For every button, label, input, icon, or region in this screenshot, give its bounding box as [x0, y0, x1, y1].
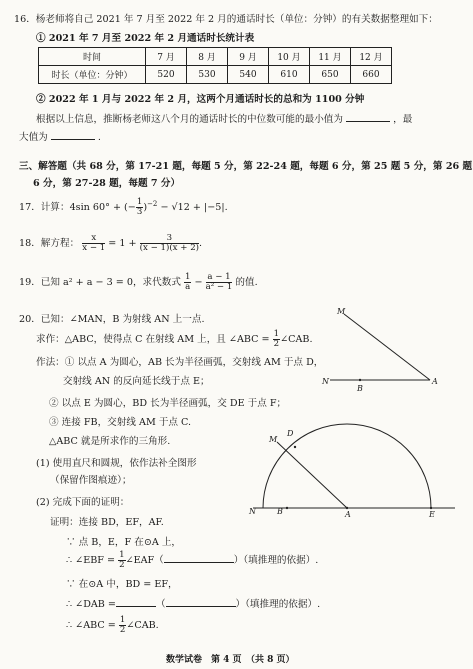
label-d: D — [287, 429, 294, 438]
q16-question-text: 根据以上信息，推断杨老师这八个月的通话时长的中位数可能的最小值为 — [36, 114, 343, 125]
q20-half-num: 1 — [273, 329, 280, 339]
ray-am — [344, 314, 430, 380]
q19-f1-den: a — [185, 282, 191, 293]
table-row — [39, 66, 392, 84]
q19-suffix: 的值. — [235, 277, 258, 289]
proof5-text: ∴ ∠DAB = — [66, 599, 116, 610]
label-b: B — [357, 384, 363, 393]
section3-header-line2: 6 分，第 27-28 题，每题 7 分） — [33, 178, 181, 189]
q18-lhs-den: x − 1 — [82, 243, 106, 254]
proof5-paren: （ — [155, 599, 166, 610]
table-header-cell: 9 月 — [228, 48, 269, 66]
proof6-half-den: 2 — [119, 625, 126, 636]
table-header-cell: 7 月 — [146, 48, 187, 66]
table-row-label: 时长（单位：分钟） — [39, 66, 146, 84]
q18-middle: = 1 + — [108, 238, 137, 250]
label-m: M — [337, 307, 346, 316]
proof3-text3: ）（填推理的依据）. — [233, 555, 319, 567]
q17-suffix-close: ) — [143, 202, 148, 214]
q17-num: 1 — [136, 197, 143, 207]
point-a — [346, 507, 348, 509]
q18-rhs-den: (x − 1)(x + 2) — [139, 243, 200, 254]
label-e: E — [429, 510, 435, 519]
q20-construct-end: ∠CAB. — [280, 334, 313, 346]
proof3-half-den: 2 — [119, 560, 125, 571]
given-angle-figure — [320, 300, 460, 393]
section3-header-line1: 三、解答题（共 68 分，第 17-21 题，每题 5 分，第 22-24 题，每题 6 分，第 25 题 5 分，第 26 题 — [19, 161, 473, 172]
q19-f1-num: 1 — [184, 272, 191, 282]
q19-fraction1 — [184, 273, 191, 292]
q16-question-line1 — [36, 111, 412, 125]
q18-rhs-fraction — [140, 234, 199, 253]
q20-step1: 作法：① 以点 A 为圆心，AB 长为半径画弧，交射线 AM 于点 D， — [36, 357, 324, 368]
proof3-text2: ∠EAF（ — [125, 555, 164, 567]
q20-construct — [36, 330, 313, 349]
table-cell: 520 — [146, 66, 187, 84]
q20-step2: ② 以点 E 为圆心，BD 长为半径画弧，交 DE 于点 F； — [49, 398, 287, 409]
table-header-cell: 10 月 — [269, 48, 310, 66]
table-cell: 660 — [351, 66, 392, 84]
q20-step1-cont: 交射线 AN 的反向延长线于点 E； — [63, 376, 210, 387]
label-n: N — [322, 377, 329, 386]
table-cell: 540 — [228, 66, 269, 84]
q18-lhs-fraction — [82, 234, 105, 253]
table-cell: 530 — [187, 66, 228, 84]
q19 — [19, 273, 258, 292]
call-duration-table — [38, 47, 392, 84]
proof3-half-num: 1 — [119, 550, 125, 560]
point-b — [359, 379, 361, 381]
proof-line-1: 证明：连接 BD，EF，AF. — [50, 517, 164, 528]
q19-prefix: 19．已知 a² + a − 3 = 0，求代数式 — [19, 277, 181, 289]
q17-den: 3 — [136, 207, 143, 218]
proof3-text: ∴ ∠EBF = — [66, 555, 115, 567]
table-header-cell: 8 月 — [187, 48, 228, 66]
label-n: N — [249, 507, 256, 516]
label-a: A — [432, 377, 438, 386]
answer-blank-angle[interactable] — [116, 597, 156, 607]
ray-am — [277, 442, 347, 508]
table-cell: 650 — [310, 66, 351, 84]
label-m: M — [269, 435, 278, 444]
construction-figure — [245, 410, 470, 520]
q17-neg: − — [127, 202, 136, 214]
proof3-half — [118, 551, 125, 570]
q20-part1: (1) 使用直尺和圆规，依作法补全图形 — [36, 458, 197, 469]
q18 — [19, 234, 202, 253]
answer-blank-max[interactable] — [51, 130, 95, 140]
q18-lhs-num: x — [82, 234, 105, 244]
q16-question-text-end: ，最 — [393, 114, 413, 125]
proof-line-4: ∵ 在⊙A 中，BD = EF， — [66, 579, 178, 590]
q17 — [19, 198, 228, 217]
point-d — [294, 446, 296, 448]
table-cell: 610 — [269, 66, 310, 84]
q19-f2-den: a² − 1 — [205, 282, 233, 293]
label-a: A — [345, 510, 351, 519]
q16-table-title: ① 2021 年 7 月至 2022 年 2 月通话时长统计表 — [36, 33, 255, 44]
q20-half — [273, 330, 280, 349]
q17-exponent: −2 — [147, 199, 158, 208]
proof-line-6 — [66, 616, 159, 635]
table-header-cell: 时间 — [39, 48, 146, 66]
q20-step3: ③ 连接 FB，交射线 AM 于点 C. — [49, 417, 192, 428]
q16-question-text2: 大值为 — [19, 132, 48, 143]
q18-rhs-num: 3 — [140, 234, 199, 244]
point-e — [430, 507, 432, 509]
q16-question-line2 — [19, 129, 101, 143]
q16-question-end: . — [97, 132, 101, 143]
q20-given: 20．已知：∠MAN，B 为射线 AN 上一点. — [19, 314, 205, 325]
q20-part2-title: (2) 完成下面的证明： — [36, 497, 130, 508]
answer-blank-reason2[interactable] — [166, 597, 236, 607]
q19-minus: − — [194, 277, 203, 289]
table-header-cell: 11 月 — [310, 48, 351, 66]
proof6-half-num: 1 — [119, 615, 126, 625]
proof-line-3 — [66, 551, 318, 570]
q20-construct-text: 求作：△ABC，使得点 C 在射线 AM 上，且 ∠ABC = — [36, 334, 270, 346]
q17-suffix: − √12 + |−5|. — [157, 202, 228, 214]
q19-fraction2 — [206, 273, 233, 292]
q16-condition: ② 2022 年 1 月与 2022 年 2 月，这两个月通话时长的总和为 1100 分钟 — [36, 94, 365, 105]
table-header-cell: 12 月 — [351, 48, 392, 66]
q18-end: . — [199, 238, 203, 250]
answer-blank-reason1[interactable] — [164, 553, 234, 563]
proof6-text: ∴ ∠ABC = — [66, 620, 116, 632]
point-b — [286, 507, 288, 509]
proof-line-2: ∵ 点 B，E，F 在⊙A 上， — [66, 537, 182, 548]
label-b: B — [277, 507, 283, 516]
proof5-end: ）（填推理的依据）. — [235, 599, 321, 610]
q18-prefix: 18．解方程： — [19, 238, 80, 250]
q20-half-den: 2 — [273, 339, 280, 350]
proof-line-5 — [66, 596, 320, 610]
q20-conclusion: △ABC 就是所求作的三角形. — [49, 436, 171, 447]
q16-stem: 16．杨老师将自己 2021 年 7 月至 2022 年 2 月的通话时长（单位：分钟）的有关数据整理如下： — [14, 14, 438, 25]
proof6-end: ∠CAB. — [126, 620, 159, 632]
q17-prefix: 17．计算：4sin 60° + ( — [19, 202, 128, 214]
q19-f2-num: a − 1 — [207, 272, 231, 282]
page-footer: 数学试卷 第 4 页 （共 8 页） — [166, 655, 295, 665]
table-header-row — [39, 48, 392, 66]
answer-blank-min[interactable] — [346, 112, 390, 122]
q20-part1-note: （保留作图痕迹）； — [50, 475, 132, 486]
